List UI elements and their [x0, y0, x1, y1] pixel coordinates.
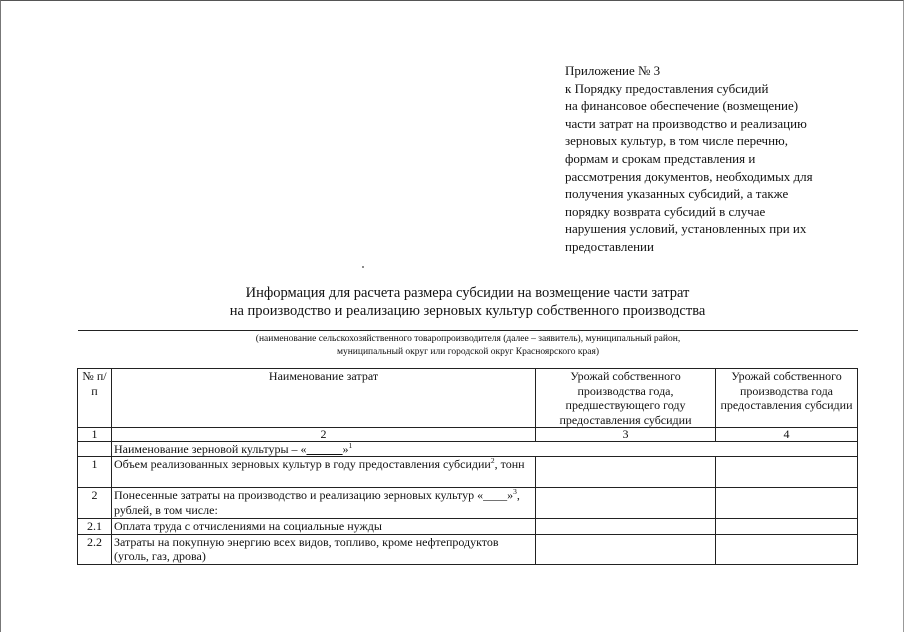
- applicant-caption: [78, 333, 858, 358]
- header-name: Наименование затрат: [112, 369, 536, 428]
- crop-prefix: Наименование зерновой культуры – «: [114, 442, 307, 456]
- crop-empty-cell: [78, 442, 112, 457]
- appendix-line: части затрат на производство и реализацию: [565, 115, 807, 131]
- row-text-after: , тонн: [494, 457, 525, 471]
- row-text: Оплата труда с отчислениями на социальные нужды: [114, 519, 382, 533]
- title-line-2: на производство и реализацию зерновых культур собственного производства: [229, 303, 706, 319]
- row-text: Затраты на покупную энергию всех видов, топливо, кроме нефтепродуктов (уголь, газ, дрова): [114, 534, 499, 563]
- header-current-year: Урожай собственного производства года предоставления субсидии: [716, 369, 858, 428]
- table-row: [78, 457, 858, 488]
- col-number: 4: [716, 428, 858, 442]
- column-numbers-row: [78, 428, 858, 442]
- crop-name-cell: [112, 442, 858, 457]
- row-footnote: 2: [490, 456, 495, 465]
- header-row: [78, 369, 858, 428]
- appendix-line: нарушения условий, установленных при их: [565, 221, 807, 237]
- row-text: Объем реализованных зерновых культур в году предоставления субсидии: [114, 457, 491, 471]
- scan-speck: [362, 266, 364, 268]
- row-name: [112, 488, 536, 519]
- appendix-line: формам и срокам представления и: [565, 150, 756, 166]
- col-number: 3: [536, 428, 716, 442]
- caption-line-2: муниципальный округ или городской округ Красноярского края): [336, 346, 600, 357]
- row-current-year-value[interactable]: [716, 488, 858, 519]
- crop-name-row: [78, 442, 858, 457]
- col-number: 1: [78, 428, 112, 442]
- row-prev-year-value[interactable]: [536, 519, 716, 535]
- appendix-line: на финансовое обеспечение (возмещение): [565, 98, 799, 114]
- crop-footnote: 1: [348, 441, 353, 450]
- header-prev-year: Урожай собственного производства года, предшествующего году предоставления субсидии: [536, 369, 716, 428]
- crop-blank[interactable]: ______: [306, 442, 343, 456]
- row-num: 1: [78, 457, 112, 488]
- applicant-name-line: [78, 330, 858, 331]
- row-footnote: 3: [513, 487, 517, 496]
- appendix-line: зерновых культур, в том числе перечню,: [565, 133, 789, 149]
- title-line-1: Информация для расчета размера субсидии на возмещение части затрат: [245, 285, 690, 301]
- row-current-year-value[interactable]: [716, 519, 858, 535]
- appendix-line: рассмотрения документов, необходимых для: [565, 168, 813, 184]
- appendix-line: к Порядку предоставления субсидий: [565, 80, 769, 96]
- row-prev-year-value[interactable]: [536, 534, 716, 564]
- crop-suffix: »: [342, 442, 349, 456]
- row-text-after: , рублей, в том числе:: [114, 488, 520, 517]
- col-number: 2: [112, 428, 536, 442]
- row-num: 2: [78, 488, 112, 519]
- costs-table: [77, 368, 858, 565]
- table-row: [78, 519, 858, 535]
- row-num: 2.2: [78, 534, 112, 564]
- table-row: [78, 488, 858, 519]
- appendix-header: [565, 62, 865, 256]
- row-num: 2.1: [78, 519, 112, 535]
- appendix-line: получения указанных субсидий, а также: [565, 186, 789, 202]
- row-name: [112, 519, 536, 535]
- row-prev-year-value[interactable]: [536, 457, 716, 488]
- appendix-line: порядку возврата субсидий в случае: [565, 203, 766, 219]
- row-current-year-value[interactable]: [716, 534, 858, 564]
- appendix-line: предоставлении: [565, 238, 654, 254]
- row-prev-year-value[interactable]: [536, 488, 716, 519]
- header-num: № п/п: [78, 369, 112, 428]
- table-row: [78, 534, 858, 564]
- appendix-number: Приложение № 3: [565, 63, 661, 78]
- row-name: [112, 534, 536, 564]
- caption-line-1: (наименование сельскохозяйственного товаропроизводителя (далее – заявитель), муниципальный район,: [255, 334, 681, 344]
- row-current-year-value[interactable]: [716, 457, 858, 488]
- document-title: [0, 284, 905, 320]
- row-name: [112, 457, 536, 488]
- row-text: Понесенные затраты на производство и реализацию зерновых культур «____»: [114, 488, 514, 502]
